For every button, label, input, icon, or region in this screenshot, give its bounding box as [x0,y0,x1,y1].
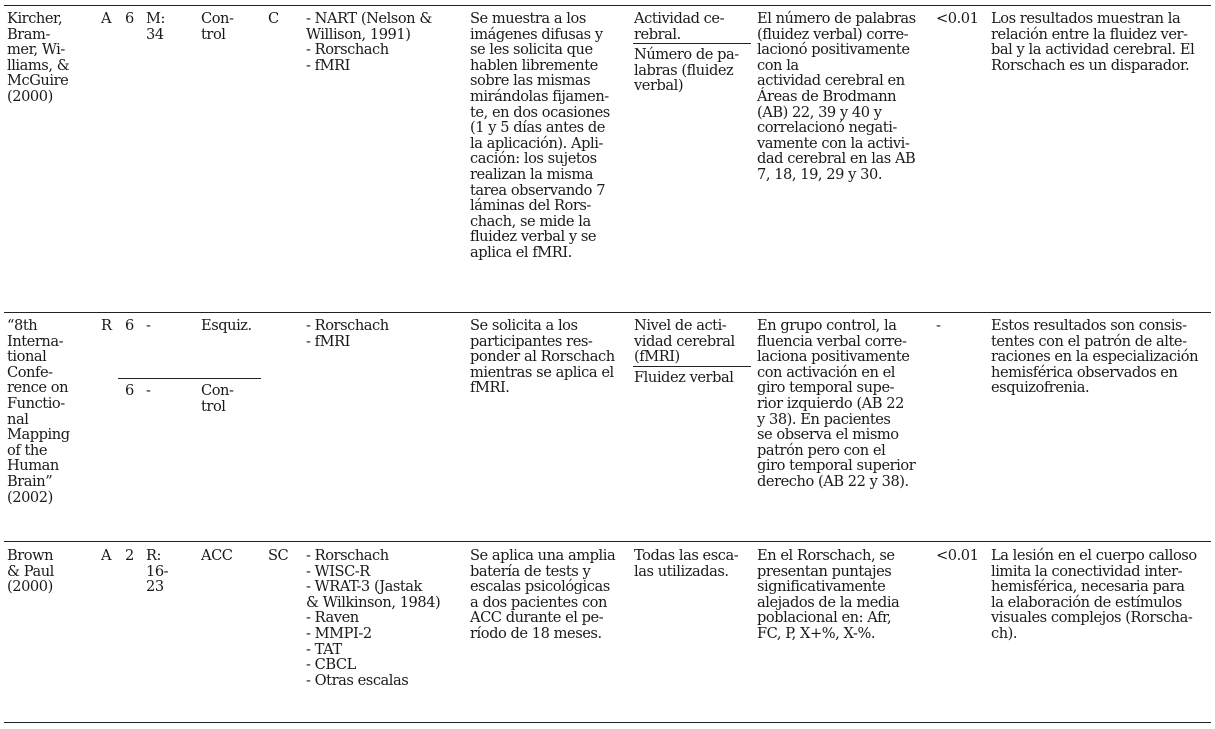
procedure-cell-line: chach, se mide la [470,212,591,230]
age-cell: - [146,317,151,334]
sample-divider [118,378,261,379]
instruments-cell-line: - Rorschach [306,317,389,334]
results-cell-line: (fluidez verbal) corre- [757,25,909,43]
group-cell-line: Con- [201,10,234,27]
variable-cell-line: rebral. [634,25,681,43]
group-cell [201,11,233,42]
study-cell-line: nal [7,410,29,428]
instruments-cell-line: - Otras escalas [306,671,409,689]
conclusion-cell-line: Estos resultados son consis- [991,317,1187,334]
age-cell-line: 23 [146,578,164,596]
study-cell-line: lliams, & [7,56,70,74]
instruments-cell-line: - WISC-R [306,562,370,580]
results-cell-line: giro temporal supe- [757,379,895,397]
procedure-cell-line: aplica el fMRI. [470,243,572,261]
conclusion-cell [991,11,1194,73]
study-cell-line: rence on [7,379,69,397]
p-value-cell: <0.01 [936,10,979,27]
conclusion-cell-line: hemisférica, necesaria para [991,578,1185,596]
procedure-cell-line: Se muestra a los [470,10,586,27]
p-value-cell: - [936,317,941,334]
variable-cell-line: Fluidez verbal [634,368,734,386]
results-cell-line: FC, P, X+%, X-%. [757,624,876,642]
results-cell-line: El número de palabras [757,10,916,27]
results-cell [757,11,916,183]
instruments-cell-line: - TAT [306,640,342,658]
results-cell-line: (AB) 22, 39 y 40 y [757,103,882,121]
results-cell-line: lacionó positivamente [757,41,910,59]
group-cell-line: Esquiz. [201,317,252,334]
procedure-cell-line: mientras se aplica el [470,363,614,381]
instruments-cell-line: - Rorschach [306,547,389,564]
sample-size-cell: 6 [125,10,134,27]
study-cell-line: Human [7,457,59,475]
age-cell: - [146,382,151,399]
procedure-cell-line: mirándolas fijamen- [470,87,609,105]
procedure-cell-line: Se aplica una amplia [470,547,616,564]
age-cell-line: M: [146,10,165,27]
variable-cell [634,548,738,579]
conclusion-cell-line: hemisférica observados en [991,363,1178,381]
group-cell-line: Con- [201,382,234,399]
group-cell-line: ACC [201,547,233,564]
conclusion-cell-line: ch). [991,624,1018,642]
instruments-cell-line: & Wilkinson, 1984) [306,593,441,611]
procedure-cell-line: escalas psicológicas [470,578,610,596]
results-cell-line: En grupo control, la [757,317,897,334]
study-cell-line: “8th [7,317,38,334]
variable-cell-line: Nivel de acti- [634,317,727,334]
results-cell-line: derecho (AB 22 y 38). [757,472,909,490]
variable-cell-line: Todas las esca- [634,547,739,564]
procedure-cell-line: te, en dos ocasiones [470,103,610,121]
instruments-cell-line: - Raven [306,609,359,627]
variable-cell-line: verbal) [634,77,684,95]
table-rule-top [4,5,1211,6]
procedure-cell [470,318,615,396]
procedure-cell-line: (1 y 5 días antes de [470,119,605,137]
study-cell-line: Functio- [7,394,65,412]
conclusion-cell-line: esquizofrenia. [991,379,1090,397]
procedure-cell-line: ACC durante el pe- [470,609,604,627]
results-cell-line: 7, 18, 19, 29 y 30. [757,165,883,183]
study-cell-line: Mapping [7,426,70,444]
instruments-cell-line: - fMRI [306,56,350,74]
instruments-cell-line: - WRAT-3 (Jastak [306,578,422,596]
results-cell-line: giro temporal superior [757,457,916,475]
variable-cell [634,370,733,386]
table-rule-row-2 [4,541,1211,542]
variable-cell [634,11,724,42]
results-cell-line: En el Rorschach, se [757,547,895,564]
study-cell [7,11,69,105]
instruments-cell [306,318,389,349]
conclusion-cell-line: tentes con el patrón de alte- [991,332,1187,350]
age-cell-line: 16- [146,562,169,580]
group-cell [201,548,233,564]
results-cell-line: poblacional en: Afr, [757,609,892,627]
study-cell-line: mer, Wi- [7,41,65,59]
procedure-cell-line: la aplicación). Apli- [470,134,603,152]
study-cell-line: (2002) [7,488,53,506]
instruments-cell-line: Willison, 1991) [306,25,411,43]
results-cell [757,318,915,490]
results-cell-line: significativamente [757,578,886,596]
results-cell-line: alejados de la media [757,593,900,611]
design-cell: R [101,317,112,334]
procedure-cell [470,11,610,261]
procedure-cell-line: fMRI. [470,379,510,397]
group-cell [201,318,252,334]
procedure-cell-line: hablen libremente [470,56,598,74]
results-cell [757,548,899,642]
results-cell-line: fluencia verbal corre- [757,332,907,350]
conclusion-cell [991,548,1197,642]
age-cell [146,548,168,595]
results-cell-line: actividad cerebral en [757,72,905,90]
conclusion-cell-line: limita la conectividad inter- [991,562,1183,580]
condition-cell: C [268,10,279,27]
study-cell [7,318,70,505]
procedure-cell-line: láminas del Rors- [470,197,591,215]
study-cell-line: Bram- [7,25,50,43]
variable-cell-line: Actividad ce- [634,10,725,27]
instruments-cell-line: - fMRI [306,332,350,350]
results-cell-line: con la [757,56,799,74]
variable-cell [634,318,735,365]
conclusion-cell-line: Rorschach es un disparador. [991,56,1190,74]
variable-cell-line: Número de pa- [634,46,739,64]
results-cell-line: dad cerebral en las AB [757,150,916,168]
conclusion-cell-line: visuales complejos (Rorscha- [991,609,1193,627]
results-cell-line: Áreas de Brodmann [757,87,897,105]
conclusion-cell [991,318,1198,396]
instruments-cell-line: - CBCL [306,656,356,674]
variable-cell-line: las utilizadas. [634,562,729,580]
results-cell-line: con activación en el [757,363,895,381]
instruments-cell [306,548,440,688]
study-cell-line: Confe- [7,363,53,381]
study-cell-line: & Paul [7,562,54,580]
conclusion-cell-line: relación entre la fluidez ver- [991,25,1188,43]
group-cell [201,383,233,414]
sample-size-cell: 6 [125,382,134,399]
conclusion-cell-line: bal y la actividad cerebral. El [991,41,1195,59]
results-cell-line: correlacionó negati- [757,119,897,137]
procedure-cell-line: cación: los sujetos [470,150,597,168]
table-rule-row-1 [4,312,1211,313]
procedure-cell-line: fluidez verbal y se [470,228,597,246]
procedure-cell-line: sobre las mismas [470,72,591,90]
variable-cell-line: (fMRI) [634,348,680,366]
study-cell-line: Kircher, [7,10,63,27]
conclusion-cell-line: la elaboración de estímulos [991,593,1182,611]
results-cell-line: se observa el mismo [757,426,899,444]
variable-cell-line: vidad cerebral [634,332,735,350]
study-cell [7,548,54,595]
procedure-cell-line: Se solicita a los [470,317,578,334]
results-cell-line: presentan puntajes [757,562,892,580]
procedure-cell-line: imágenes difusas y [470,25,603,43]
group-cell-line: trol [201,25,226,43]
instruments-cell [306,11,432,73]
results-cell-line: rior izquierdo (AB 22 [757,394,904,412]
conclusion-cell-line: raciones en la especialización [991,348,1199,366]
study-cell-line: Interna- [7,332,64,350]
sample-size-cell: 2 [125,547,134,564]
design-cell: A [101,10,112,27]
condition-cell: SC [268,547,289,564]
p-value-cell: <0.01 [936,547,979,564]
procedure-cell-line: participantes res- [470,332,593,350]
study-cell-line: (2000) [7,578,53,596]
results-cell-line: patrón pero con el [757,441,886,459]
procedure-cell-line: ríodo de 18 meses. [470,624,602,642]
instruments-cell-line: - Rorschach [306,41,389,59]
procedure-cell-line: tarea observando 7 [470,181,606,199]
procedure-cell-line: ponder al Rorschach [470,348,615,366]
study-cell-line: tional [7,348,47,366]
conclusion-cell-line: Los resultados muestran la [991,10,1181,27]
procedure-cell-line: batería de tests y [470,562,591,580]
age-cell-line: R: [146,547,162,564]
instruments-cell-line: - MMPI-2 [306,624,372,642]
study-cell-line: McGuire [7,72,69,90]
results-cell-line: laciona positivamente [757,348,910,366]
sample-size-cell: 6 [125,317,134,334]
variable-divider [633,366,751,367]
variable-cell [634,47,739,94]
design-cell: A [101,547,112,564]
study-cell-line: Brown [7,547,54,564]
group-cell-line: trol [201,397,226,415]
variable-divider [633,43,751,44]
variable-cell-line: labras (fluidez [634,61,734,79]
results-cell-line: vamente con la activi- [757,134,910,152]
study-cell-line: Brain” [7,472,53,490]
study-cell-line: of the [7,441,48,459]
procedure-cell-line: realizan la misma [470,165,593,183]
instruments-cell-line: - NART (Nelson & [306,10,432,27]
age-cell-line: 34 [146,25,164,43]
procedure-cell-line: se les solicita que [470,41,593,59]
study-cell-line: (2000) [7,87,53,105]
procedure-cell [470,548,615,642]
table-rule-bottom [4,722,1211,723]
results-cell-line: y 38). En pacientes [757,410,891,428]
conclusion-cell-line: La lesión en el cuerpo calloso [991,547,1197,564]
age-cell [146,11,165,42]
procedure-cell-line: a dos pacientes con [470,593,607,611]
